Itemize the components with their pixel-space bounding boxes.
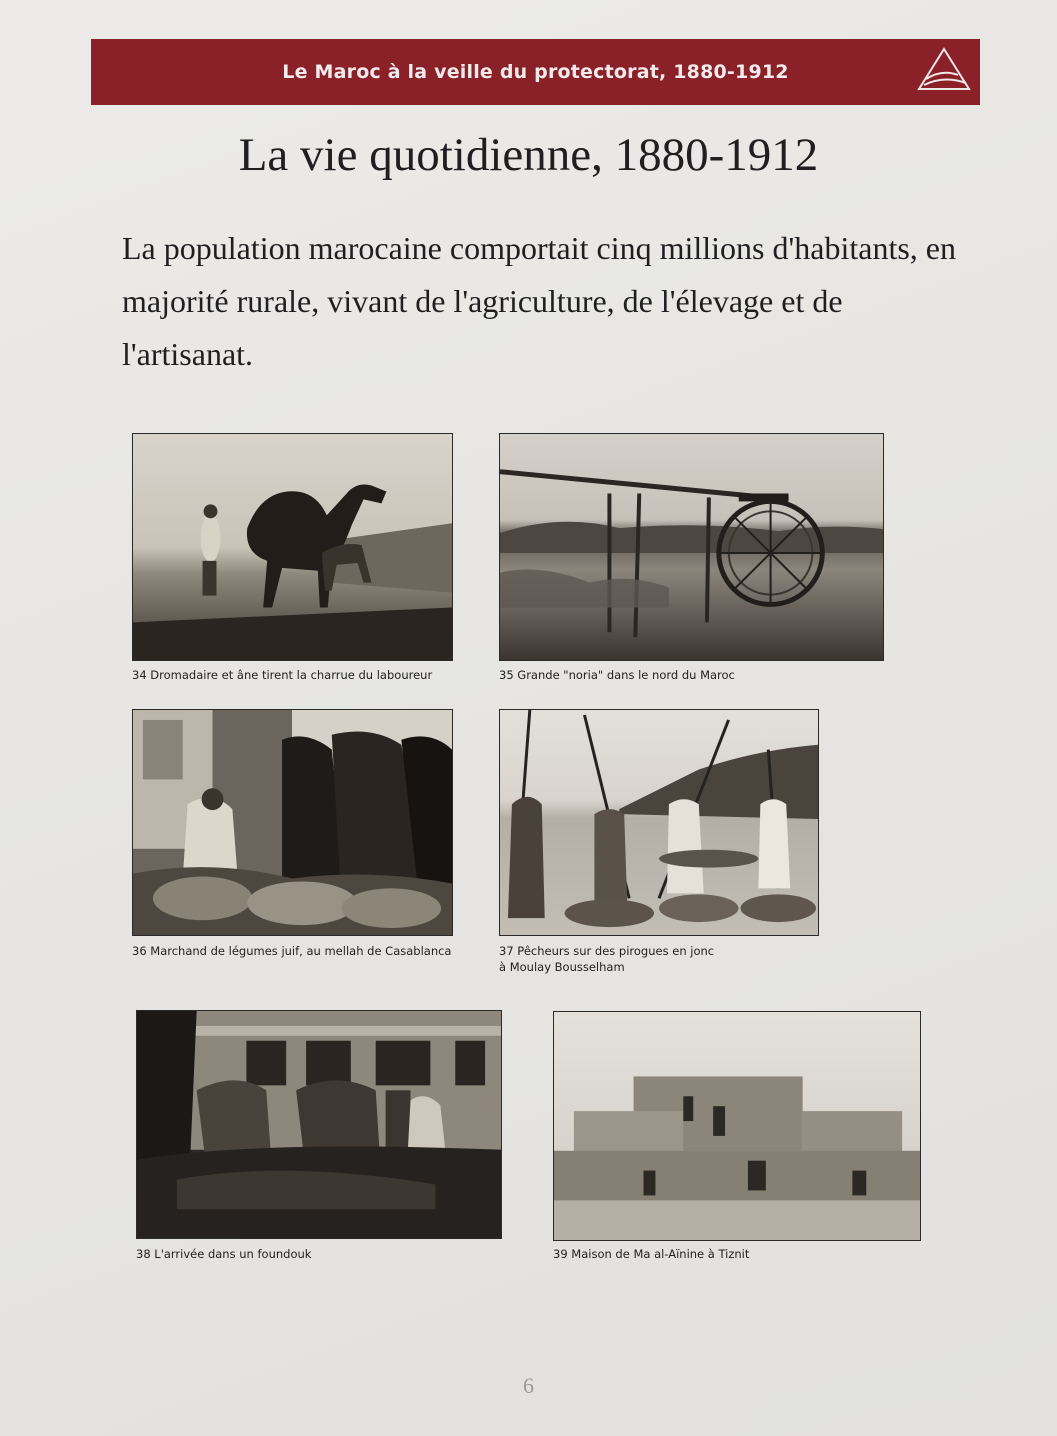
photo-caption: 36 Marchand de légumes juif, au mellah de Casablanca — [132, 944, 452, 958]
banner-title: Le Maroc à la veille du protectorat, 1880-1912 — [282, 61, 789, 83]
photo-caption: 35 Grande "noria" dans le nord du Maroc — [499, 668, 735, 682]
photo-maison-tiznit — [553, 1011, 921, 1241]
photo-caption: 34 Dromadaire et âne tirent la charrue du laboureur — [132, 668, 433, 682]
pyramid-logo-icon — [914, 45, 974, 95]
photo-fishermen — [499, 709, 819, 936]
photo-caption: 39 Maison de Ma al-Aïnine à Tiznit — [553, 1247, 750, 1261]
caption-line: à Moulay Bousselham — [499, 960, 625, 974]
photo-plough-camel — [132, 433, 453, 661]
caption-line: 37 Pêcheurs sur des pirogues en jonc — [499, 944, 715, 958]
page-number: 6 — [523, 1373, 534, 1398]
page-title: La vie quotidienne, 1880-1912 — [238, 129, 819, 181]
photo-foundouk — [136, 1010, 502, 1239]
photo-noria — [499, 433, 884, 661]
header-banner — [91, 39, 980, 105]
intro-paragraph: La population marocaine comportait cinq millions d'habitants, en majorité rurale, vivant de l'agriculture, de l'élevage et de l'artisanat. — [122, 230, 956, 372]
photo-vegetable-merchant — [132, 709, 453, 936]
photo-caption: 38 L'arrivée dans un foundouk — [136, 1247, 312, 1261]
photo-caption-multiline — [499, 943, 714, 975]
